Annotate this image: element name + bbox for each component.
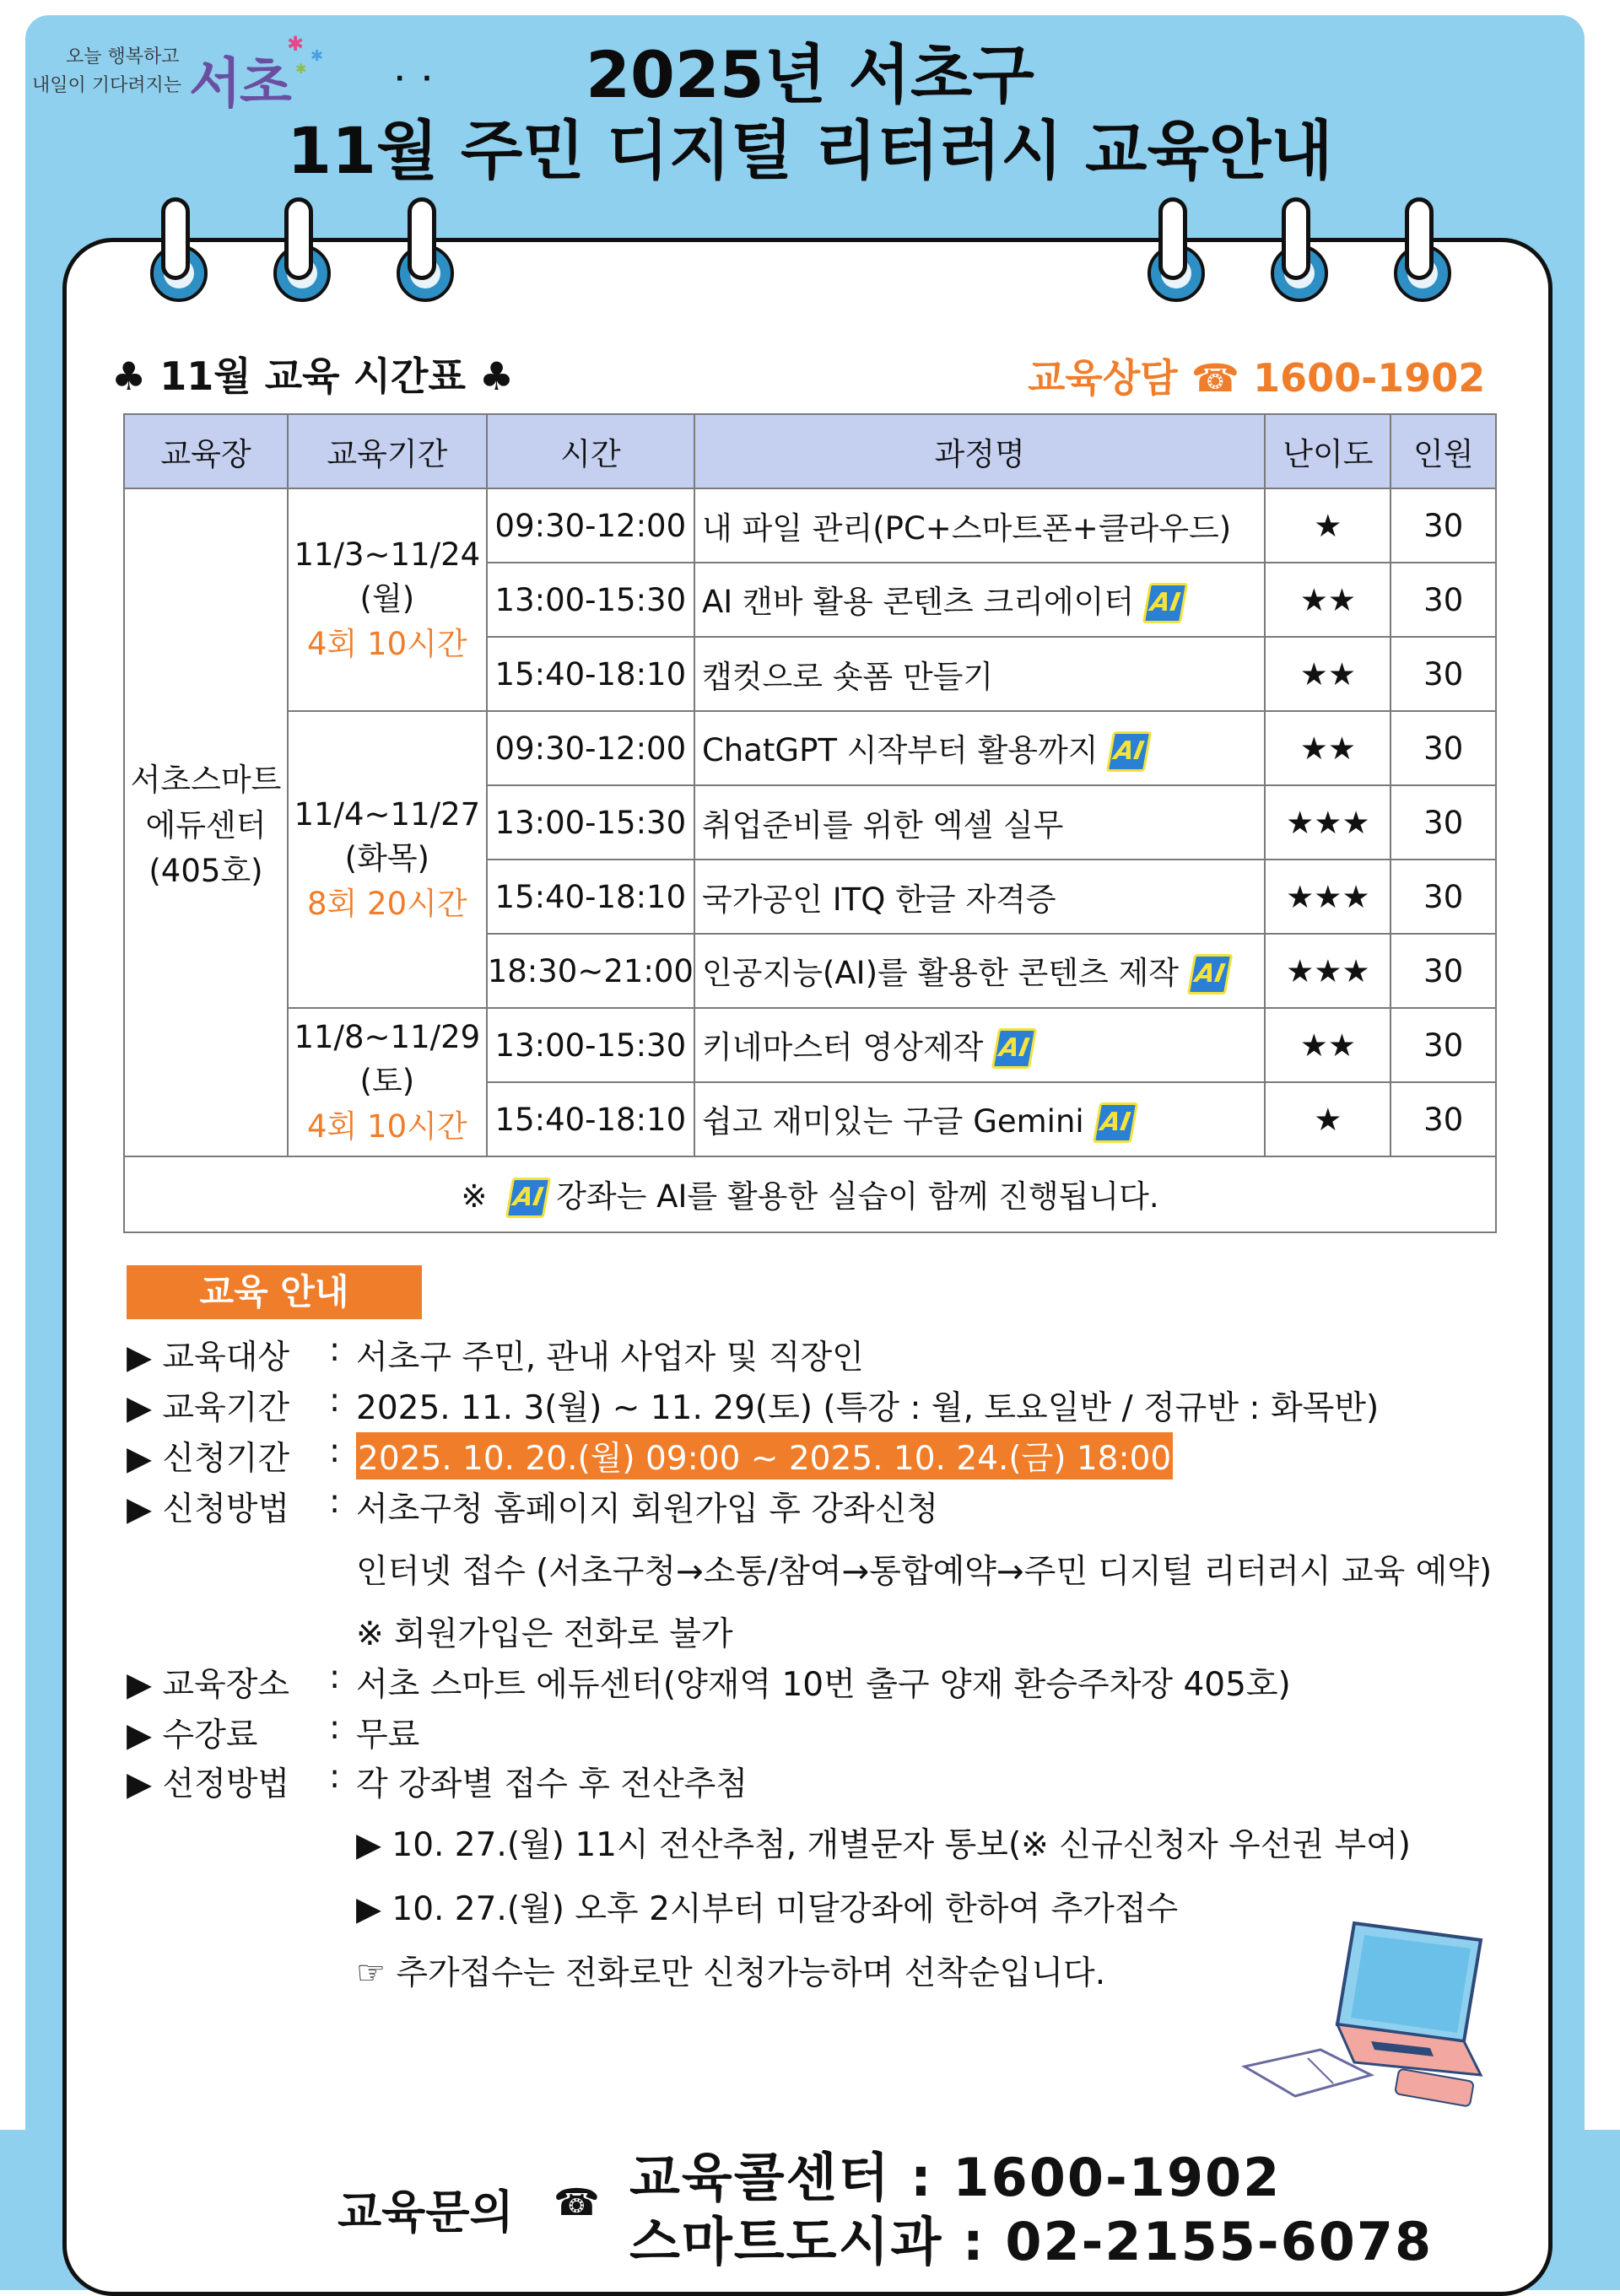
footer-label: 교육문의 (338, 2186, 514, 2239)
level-cell: ★★ (1265, 563, 1390, 637)
bullet-icon: ▶ (127, 1389, 152, 1427)
course-name: 인공지능(AI)를 활용한 콘텐츠 제작 (701, 954, 1179, 991)
highlighted-value: 2025. 10. 20.(월) 09:00 ~ 2025. 10. 24.(금) 18:00 (356, 1432, 1173, 1479)
binder-clip-icon (1405, 197, 1434, 280)
ai-badge-icon: AI (991, 1028, 1037, 1069)
bullet-label (127, 1483, 289, 1530)
course-name: ChatGPT 시작부터 활용까지 (701, 731, 1099, 768)
binder-clip-icon (1282, 197, 1310, 280)
capacity-cell: 30 (1390, 785, 1496, 860)
bullet-icon: ▶ (127, 1765, 152, 1803)
level-cell: ★★★ (1265, 934, 1390, 1008)
separator: : (329, 1483, 341, 1521)
period-days: (월) (359, 579, 415, 617)
separator: : (329, 1331, 341, 1369)
footer-smartcity: 스마트도시과 : 02-2155-6078 (629, 2211, 1434, 2272)
note-text: 강좌는 AI를 활용한 실습이 함께 진행됩니다. (556, 1178, 1159, 1215)
period-days: (화목) (344, 839, 429, 876)
time-cell: 15:40-18:10 (487, 637, 694, 711)
ai-badge-icon: AI (1187, 954, 1233, 994)
table-row (124, 488, 1496, 563)
col-header-level: 난이도 (1265, 414, 1390, 488)
table-note-row (124, 1156, 1496, 1232)
logo-star-icon: ✱ (310, 47, 324, 65)
bullet-label (127, 1658, 289, 1706)
apply-method-note: ※ 회원가입은 전화로 불가 (356, 1615, 733, 1653)
venue-line: 에듀센터 (145, 807, 267, 843)
course-name: 키네마스터 영상제작 (701, 1028, 984, 1065)
period-dates: 11/8~11/29 (294, 1018, 481, 1055)
binder-clip-icon (408, 197, 436, 280)
time-cell: 13:00-15:30 (487, 563, 694, 637)
col-header-time: 시간 (487, 414, 694, 488)
bullet-label (127, 1432, 289, 1479)
label-text: 수강료 (162, 1717, 258, 1754)
table-row (124, 1008, 1496, 1082)
course-cell (694, 711, 1265, 785)
emphasis-dots: · · (395, 64, 432, 94)
bullet-icon: ▶ (127, 1717, 152, 1754)
page-title-line2: 11월 주민 디지털 리터러시 교육안내 (287, 113, 1333, 188)
course-cell (694, 637, 1265, 711)
col-header-period: 교육기간 (288, 414, 487, 488)
table-row (124, 711, 1496, 785)
period-dates: 11/3~11/24 (294, 536, 481, 573)
level-cell: ★★★ (1265, 785, 1390, 860)
logo-slogan-line2: 내일이 기다려지는 (32, 75, 182, 96)
time-cell: 15:40-18:10 (487, 860, 694, 934)
period-dates: 11/4~11/27 (294, 795, 481, 833)
value-text: 무료 (356, 1717, 420, 1754)
bullet-icon: ▶ (127, 1339, 152, 1377)
bullet-label (127, 1709, 257, 1756)
label-text: 교육기간 (162, 1389, 290, 1427)
time-cell: 15:40-18:10 (487, 1082, 694, 1156)
capacity-cell: 30 (1390, 488, 1496, 563)
separator: : (329, 1658, 341, 1696)
schedule-heading: ♣ 11월 교육 시간표 ♣ (111, 353, 515, 399)
course-name: AI 캔바 활용 콘텐츠 크리에이터 (701, 583, 1135, 620)
level-cell: ★★★ (1265, 860, 1390, 934)
capacity-cell: 30 (1390, 1082, 1496, 1156)
bullet-label (127, 1382, 289, 1429)
course-cell (694, 785, 1265, 860)
time-cell: 13:00-15:30 (487, 785, 694, 860)
phone-icon: ☎ (554, 2181, 600, 2224)
guide-section-badge: 교육 안내 (127, 1265, 422, 1319)
capacity-cell: 30 (1390, 711, 1496, 785)
capacity-cell: 30 (1390, 1008, 1496, 1082)
footer-callcenter: 교육콜센터 : 1600-1902 (629, 2147, 1282, 2208)
period-sessions: 4회 10시간 (307, 625, 467, 662)
course-cell (694, 934, 1265, 1008)
col-header-course: 과정명 (694, 414, 1265, 488)
period-cell (288, 711, 487, 1008)
time-cell: 18:30~21:00 (487, 934, 694, 1008)
value-text: 각 강좌별 접수 후 전산추첨 (356, 1765, 748, 1803)
course-name: 취업준비를 위한 엑셀 실무 (701, 807, 1064, 843)
schedule-table (123, 413, 1497, 1233)
selection-lottery: ▶ 10. 27.(월) 11시 전산추첨, 개별문자 통보(※ 신규신청자 우선권 부여) (356, 1826, 1412, 1864)
capacity-cell: 30 (1390, 860, 1496, 934)
level-cell: ★★ (1265, 637, 1390, 711)
course-cell (694, 860, 1265, 934)
bullet-icon: ▶ (127, 1440, 152, 1478)
separator: : (329, 1709, 341, 1747)
value-text: 2025. 11. 3(월) ~ 11. 29(토) (특강 : 월, 토요일반 / 정규반 : 화목반) (356, 1389, 1380, 1427)
logo-name: 서초 (189, 53, 290, 116)
ai-badge-icon: AI (1092, 1102, 1137, 1143)
capacity-cell: 30 (1390, 934, 1496, 1008)
venue-line: 서초스마트 (130, 762, 282, 798)
bullet-label (127, 1758, 289, 1805)
course-cell (694, 488, 1265, 563)
selection-phone-note: ☞ 추가접수는 전화로만 신청가능하며 선착순입니다. (356, 1954, 1106, 1992)
course-cell (694, 1082, 1265, 1156)
selection-additional: ▶ 10. 27.(월) 오후 2시부터 미달강좌에 한하여 추가접수 (356, 1890, 1179, 1928)
course-name: 쉽고 재미있는 구글 Gemini (701, 1102, 1084, 1140)
ai-badge-icon: AI (1142, 583, 1188, 623)
separator: : (329, 1382, 341, 1420)
note-mark: ※ (461, 1178, 488, 1215)
bullet-label (127, 1331, 289, 1378)
bullet-icon: ▶ (127, 1666, 152, 1704)
consult-phone: 교육상담 ☎ 1600-1902 (1028, 355, 1486, 401)
capacity-cell: 30 (1390, 637, 1496, 711)
course-cell (694, 1008, 1265, 1082)
ai-note-cell (124, 1156, 1496, 1232)
col-header-venue: 교육장 (124, 414, 288, 488)
label-text: 선정방법 (162, 1765, 290, 1803)
value-text: 서초구청 홈페이지 회원가입 후 강좌신청 (356, 1490, 939, 1528)
value-text: 서초구 주민, 관내 사업자 및 직장인 (356, 1339, 864, 1377)
course-name: 캡컷으로 숏폼 만들기 (701, 659, 994, 695)
label-text: 신청방법 (162, 1490, 290, 1528)
ai-badge-icon: AI (1106, 731, 1152, 772)
level-cell: ★★ (1265, 711, 1390, 785)
level-cell: ★ (1265, 1082, 1390, 1156)
course-cell (694, 563, 1265, 637)
label-text: 교육장소 (162, 1666, 290, 1704)
period-cell (288, 488, 487, 711)
label-text: 교육대상 (162, 1339, 290, 1377)
separator: : (329, 1432, 341, 1470)
value-text: 서초 스마트 에듀센터(양재역 10번 출구 양재 환승주차장 405호) (356, 1666, 1291, 1704)
capacity-cell: 30 (1390, 563, 1496, 637)
time-cell: 13:00-15:30 (487, 1008, 694, 1082)
venue-cell (124, 488, 288, 1156)
bullet-icon: ▶ (127, 1490, 152, 1528)
apply-method-detail: 인터넷 접수 (서초구청→소통/참여→통합예약→주민 디지털 리터러시 교육 예약) (356, 1553, 1493, 1591)
col-header-capacity: 인원 (1390, 414, 1496, 488)
binder-clip-icon (1158, 197, 1187, 280)
binder-clip-icon (284, 197, 313, 280)
level-cell: ★ (1265, 488, 1390, 563)
laptop-illustration (1228, 1915, 1515, 2117)
separator: : (329, 1758, 341, 1796)
venue-line: (405호) (148, 853, 263, 889)
level-cell: ★★ (1265, 1008, 1390, 1082)
period-sessions: 4회 10시간 (307, 1108, 467, 1145)
page-title-line1: 2025년 서초구 (586, 37, 1034, 112)
logo-star-icon: ✱ (287, 32, 305, 56)
course-name: 국가공인 ITQ 한글 자격증 (701, 881, 1056, 918)
period-sessions: 8회 20시간 (307, 885, 467, 922)
logo-slogan-line1: 오늘 행복하고 (66, 46, 180, 67)
table-header-row (124, 414, 1496, 488)
ai-badge-icon: AI (505, 1178, 551, 1218)
period-days: (토) (359, 1062, 415, 1099)
time-cell: 09:30-12:00 (487, 711, 694, 785)
logo-star-icon: ✱ (295, 61, 307, 77)
time-cell: 09:30-12:00 (487, 488, 694, 563)
course-name: 내 파일 관리(PC+스마트폰+클라우드) (701, 510, 1232, 547)
label-text: 신청기간 (162, 1440, 290, 1478)
binder-clip-icon (161, 197, 190, 280)
period-cell (288, 1008, 487, 1156)
